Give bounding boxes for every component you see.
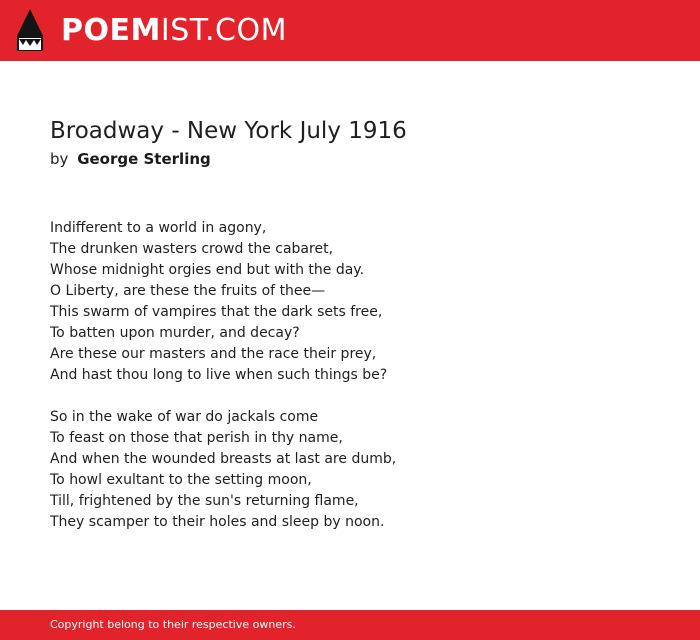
- poem-body: [50, 218, 650, 554]
- pencil-logo-icon[interactable]: [17, 9, 43, 51]
- logo-text-bold: POEM: [61, 13, 161, 48]
- byline-label: by: [50, 150, 69, 168]
- poem-line: And when the wounded breasts at last are dumb,: [50, 451, 397, 467]
- site-footer: [0, 610, 700, 640]
- site-logo[interactable]: [61, 12, 287, 50]
- stanza-1: [50, 218, 650, 386]
- stanza-2: [50, 407, 650, 533]
- poem-line: Indifferent to a world in agony,: [50, 220, 267, 236]
- poem-line: Whose midnight orgies end but with the day.: [50, 262, 365, 278]
- author-name: George Sterling: [77, 150, 211, 168]
- poem-line: They scamper to their holes and sleep by noon.: [50, 514, 385, 530]
- poem-line: Are these our masters and the race their prey,: [50, 346, 377, 362]
- poem-line: This swarm of vampires that the dark sets free,: [50, 304, 383, 320]
- poem-line: To feast on those that perish in thy name,: [50, 430, 343, 446]
- poem-line: To howl exultant to the setting moon,: [50, 472, 312, 488]
- poem-line: The drunken wasters crowd the cabaret,: [50, 241, 334, 257]
- poem-line: To batten upon murder, and decay?: [50, 325, 300, 341]
- logo-text-light: IST.COM: [160, 13, 287, 48]
- poem-line: And hast thou long to live when such things be?: [50, 367, 388, 383]
- poem-line: Till, frightened by the sun's returning flame,: [50, 493, 359, 509]
- byline: [50, 148, 211, 170]
- copyright-notice: Copyright belong to their respective owners.: [50, 618, 296, 631]
- site-header: [0, 0, 700, 61]
- poem-line: So in the wake of war do jackals come: [50, 409, 319, 425]
- poem-title: Broadway - New York July 1916: [50, 118, 407, 144]
- poem-line: O Liberty, are these the fruits of thee—: [50, 283, 326, 299]
